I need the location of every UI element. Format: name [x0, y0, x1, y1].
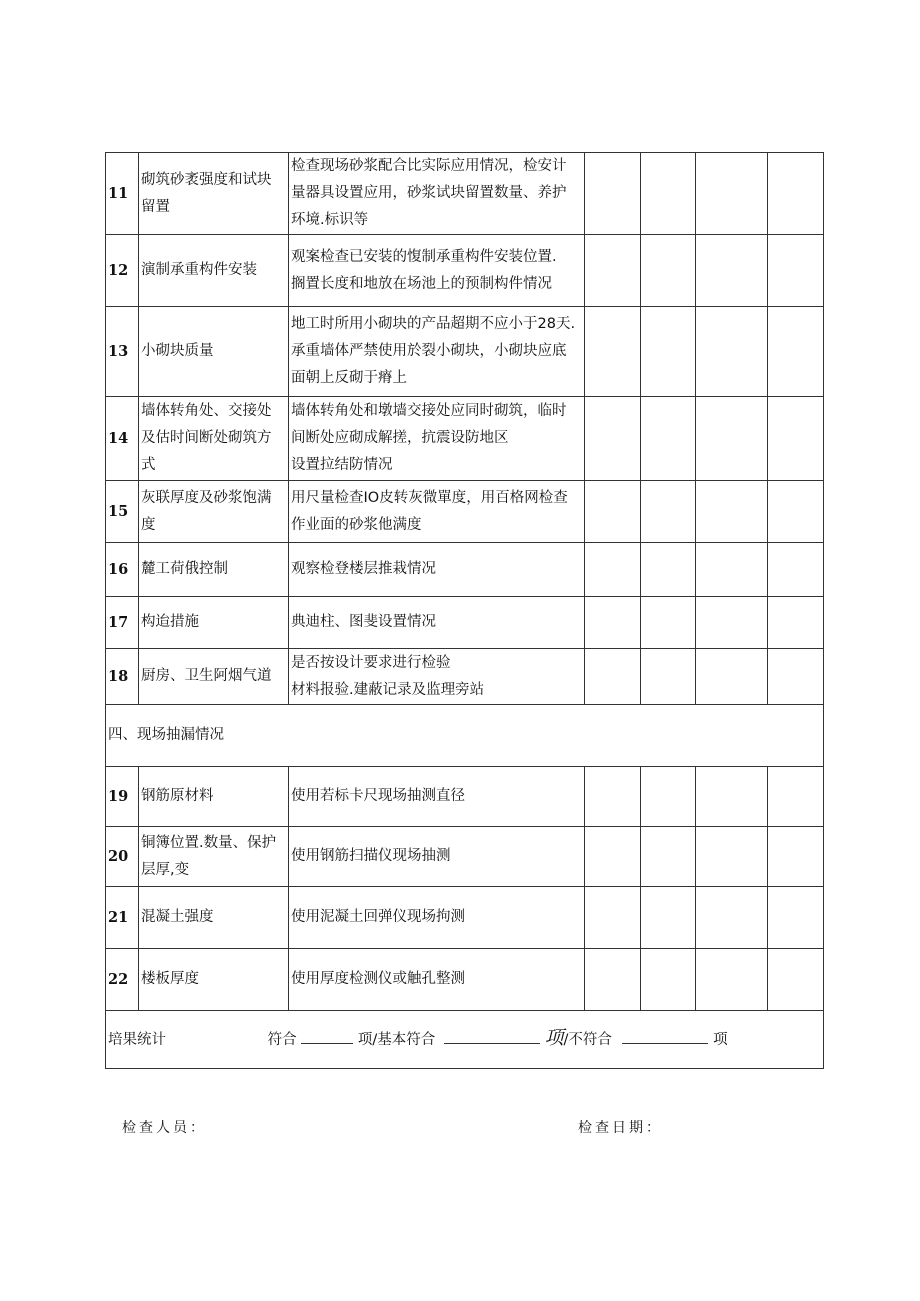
- result-cell[interactable]: [696, 767, 768, 827]
- summary-row: [106, 1011, 824, 1069]
- nonconform-count-blank[interactable]: [622, 1029, 708, 1044]
- method-text-line: 间断处应砌成解搓，抗震设防地区: [291, 430, 509, 446]
- method-text-line: 使用厚度检测仪或触孔整测: [291, 971, 465, 987]
- result-cell[interactable]: [768, 235, 824, 307]
- inspector-label: 检查人员：: [122, 1120, 207, 1136]
- result-cell[interactable]: [641, 235, 696, 307]
- inspection-item: [139, 543, 289, 597]
- inspection-method: [289, 235, 585, 307]
- basic-conform-unit-label: 项: [544, 1027, 564, 1049]
- inspection-method: [289, 949, 585, 1011]
- result-cell[interactable]: [585, 949, 641, 1011]
- section-title: 四、现场抽漏情况: [106, 705, 824, 767]
- item-text-line: 麓工荷俄控制: [141, 561, 228, 577]
- conform-count-blank[interactable]: [301, 1029, 353, 1044]
- item-text-line: 楼板厚度: [141, 971, 199, 987]
- row-number: 14: [106, 397, 139, 481]
- table-row: [106, 307, 824, 397]
- item-text-line: 演制承重构件安装: [141, 262, 257, 278]
- method-text-line: 承重墙体严禁使用於裂小砌块，小砌块应底: [291, 343, 567, 359]
- result-cell[interactable]: [585, 397, 641, 481]
- result-cell[interactable]: [768, 887, 824, 949]
- result-cell[interactable]: [641, 887, 696, 949]
- summary-label: 培果统计: [108, 1032, 166, 1048]
- method-text-line: 用尺量检查IO皮转灰微單度，用百格网检查: [291, 489, 568, 506]
- method-text-line: 环境.标识等: [291, 212, 369, 228]
- table-row: [106, 767, 824, 827]
- result-cell[interactable]: [585, 235, 641, 307]
- table-row: [106, 235, 824, 307]
- row-number: 18: [106, 649, 139, 705]
- table-row: [106, 481, 824, 543]
- inspection-item: [139, 649, 289, 705]
- inspection-method: [289, 827, 585, 887]
- result-cell[interactable]: [768, 649, 824, 705]
- result-cell[interactable]: [768, 397, 824, 481]
- method-text-line: 作业面的砂浆他满度: [291, 516, 422, 533]
- result-cell[interactable]: [768, 767, 824, 827]
- item-text-line: 层厚,变: [141, 861, 190, 878]
- table-row: [106, 153, 824, 235]
- inspection-method: [289, 767, 585, 827]
- method-text-line: 使用钢筋扫描仪现场抽测: [291, 848, 451, 864]
- item-text-line: 灰联厚度及砂浆饱满: [141, 489, 272, 506]
- result-cell[interactable]: [585, 597, 641, 649]
- row-number: 19: [106, 767, 139, 827]
- item-text-line: 度: [141, 516, 156, 533]
- row-number: 12: [106, 235, 139, 307]
- inspection-item: [139, 887, 289, 949]
- method-text-line: 观案检查已安装的愎制承重构件安装位置.: [291, 248, 557, 265]
- result-cell[interactable]: [641, 767, 696, 827]
- row-number: 13: [106, 307, 139, 397]
- result-cell[interactable]: [585, 649, 641, 705]
- nonconform-label: /不符合: [563, 1032, 612, 1048]
- conform-unit-label: 项/基本符合: [357, 1032, 436, 1048]
- row-number: 21: [106, 887, 139, 949]
- inspection-method: [289, 543, 585, 597]
- result-cell[interactable]: [768, 597, 824, 649]
- method-text-line: 设置拉结防情况: [291, 457, 393, 473]
- method-text-line: 观察检登楼层推栽情况: [291, 561, 436, 577]
- row-number: 20: [106, 827, 139, 887]
- item-text-line: 留置: [141, 198, 170, 215]
- item-text-line: 砌筑砂袤强度和试块: [141, 171, 272, 188]
- inspection-method: [289, 397, 585, 481]
- result-cell[interactable]: [768, 827, 824, 887]
- item-text-line: 及估时间断处砌筑方: [141, 430, 272, 446]
- inspection-item: [139, 235, 289, 307]
- result-cell[interactable]: [768, 949, 824, 1011]
- table-row: [106, 543, 824, 597]
- result-cell[interactable]: [585, 543, 641, 597]
- result-cell[interactable]: [696, 307, 768, 397]
- inspection-item: [139, 397, 289, 481]
- method-text-line: 材料报验.建蔽记录及监理旁站: [291, 681, 485, 698]
- item-text-line: 厨房、卫生阿烟气道: [141, 668, 272, 684]
- result-cell[interactable]: [585, 307, 641, 397]
- result-cell[interactable]: [641, 307, 696, 397]
- result-cell[interactable]: [696, 543, 768, 597]
- result-cell[interactable]: [585, 827, 641, 887]
- result-cell[interactable]: [696, 481, 768, 543]
- row-number: 16: [106, 543, 139, 597]
- inspection-item: [139, 767, 289, 827]
- result-cell[interactable]: [585, 767, 641, 827]
- table-row: [106, 887, 824, 949]
- result-cell[interactable]: [696, 597, 768, 649]
- result-cell[interactable]: [696, 827, 768, 887]
- item-text-line: 墙体转角处、交接处: [141, 403, 272, 419]
- inspection-item: [139, 597, 289, 649]
- item-text-line: 构迨措施: [141, 614, 199, 630]
- row-number: 11: [106, 153, 139, 235]
- inspection-method: [289, 887, 585, 949]
- row-number: 15: [106, 481, 139, 543]
- row-number: 22: [106, 949, 139, 1011]
- result-cell[interactable]: [641, 597, 696, 649]
- item-text-line: 混凝土强度: [141, 909, 214, 925]
- inspection-method: [289, 153, 585, 235]
- table-row: [106, 649, 824, 705]
- table-row: [106, 397, 824, 481]
- method-text-line: 检查现场砂浆配合比实际应用情况，检安计: [291, 158, 567, 174]
- result-cell[interactable]: [696, 153, 768, 235]
- table-row: [106, 949, 824, 1011]
- result-cell[interactable]: [768, 307, 824, 397]
- conform-label: 符合: [267, 1032, 297, 1048]
- result-cell[interactable]: [641, 481, 696, 543]
- method-text-line: 典迪柱、图斐设置情况: [291, 614, 436, 630]
- inspection-item: [139, 949, 289, 1011]
- result-cell[interactable]: [696, 397, 768, 481]
- result-cell[interactable]: [696, 235, 768, 307]
- item-text-line: 钢筋原材料: [141, 788, 214, 804]
- inspection-item: [139, 153, 289, 235]
- inspection-checklist-table: [105, 152, 824, 1069]
- item-text-line: 小砌块质量: [141, 343, 214, 359]
- result-cell[interactable]: [641, 153, 696, 235]
- item-text-line: 式: [141, 457, 156, 473]
- inspection-date-label: 检查日期：: [578, 1120, 663, 1136]
- method-text-line: 墙体转角处和墩墙交接处应同时砌筑，临时: [291, 403, 567, 419]
- table-row: [106, 827, 824, 887]
- result-cell[interactable]: [768, 153, 824, 235]
- result-cell[interactable]: [696, 887, 768, 949]
- method-text-line: 使用泥凝土回弹仪现场拘测: [291, 909, 465, 925]
- method-text-line: 使用若标卡尺现场抽测直径: [291, 788, 465, 804]
- inspection-method: [289, 597, 585, 649]
- result-cell[interactable]: [768, 481, 824, 543]
- result-cell[interactable]: [641, 397, 696, 481]
- method-text-line: 搁置长度和地放在场池上的预制构件情况: [291, 275, 552, 292]
- inspection-item: [139, 481, 289, 543]
- method-text-line: 是否按设计要求进行检验: [291, 654, 451, 671]
- result-cell[interactable]: [696, 649, 768, 705]
- result-cell[interactable]: [585, 153, 641, 235]
- nonconform-unit-label: 项: [713, 1032, 728, 1048]
- inspection-item: [139, 307, 289, 397]
- inspection-method: [289, 481, 585, 543]
- method-text-line: 地工时所用小砌块的产品超期不应小于28天.: [291, 316, 576, 332]
- method-text-line: 量器具设置应用，砂浆试块留置数量、养护: [291, 185, 567, 201]
- row-number: 17: [106, 597, 139, 649]
- result-cell[interactable]: [585, 887, 641, 949]
- item-text-line: 铜簿位置.数量、保护: [141, 834, 277, 851]
- basic-conform-count-blank[interactable]: [444, 1029, 540, 1044]
- result-cell[interactable]: [641, 543, 696, 597]
- inspection-method: [289, 649, 585, 705]
- result-cell[interactable]: [585, 481, 641, 543]
- inspection-item: [139, 827, 289, 887]
- result-cell[interactable]: [641, 827, 696, 887]
- result-cell[interactable]: [641, 949, 696, 1011]
- result-cell[interactable]: [641, 649, 696, 705]
- table-row: [106, 597, 824, 649]
- method-text-line: 面朝上反砌于瘠上: [291, 370, 407, 386]
- result-cell[interactable]: [696, 949, 768, 1011]
- result-cell[interactable]: [768, 543, 824, 597]
- inspection-method: [289, 307, 585, 397]
